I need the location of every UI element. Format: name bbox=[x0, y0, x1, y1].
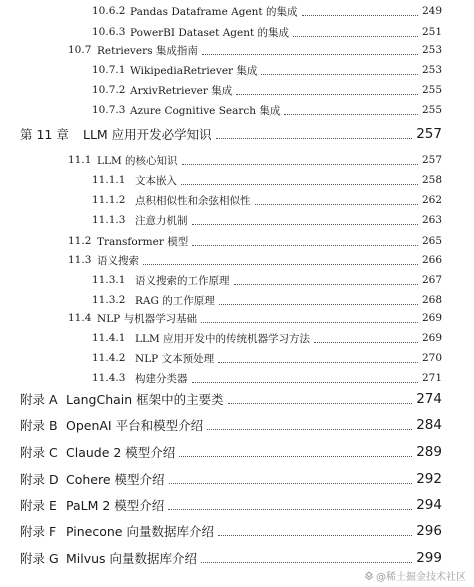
entry-page: 251 bbox=[421, 26, 442, 38]
entry-number: 11.4.3 bbox=[92, 372, 126, 384]
toc-appendix-entry bbox=[0, 495, 474, 515]
entry-title: 构建分类器 bbox=[135, 372, 188, 385]
toc-entry bbox=[0, 150, 474, 170]
toc-appendix-entry bbox=[0, 442, 474, 462]
dot-leader bbox=[261, 72, 418, 75]
dot-leader bbox=[216, 136, 413, 139]
entry-page: 262 bbox=[421, 194, 442, 206]
entry-page: 255 bbox=[421, 84, 442, 96]
entry-title: Claude 2 模型介绍 bbox=[66, 445, 176, 460]
toc-entry bbox=[0, 290, 474, 310]
dot-leader bbox=[181, 182, 418, 185]
dot-leader bbox=[255, 202, 418, 205]
entry-number: 11.3 bbox=[68, 254, 92, 266]
entry-number: 11.1.2 bbox=[92, 194, 126, 206]
toc-entry bbox=[0, 231, 474, 251]
entry-title: PowerBI Dataset Agent 的集成 bbox=[130, 26, 290, 39]
dot-leader bbox=[302, 13, 418, 16]
dot-leader bbox=[169, 481, 413, 484]
entry-page: 292 bbox=[416, 471, 442, 487]
entry-title: Transformer 模型 bbox=[97, 235, 189, 248]
entry-page: 284 bbox=[416, 417, 442, 433]
entry-title: Retrievers 集成指南 bbox=[97, 44, 198, 57]
dot-leader bbox=[314, 340, 418, 343]
entry-number: 11.4.1 bbox=[92, 332, 126, 344]
toc-entry bbox=[0, 1, 474, 21]
entry-title: Cohere 模型介绍 bbox=[66, 472, 165, 487]
dot-leader bbox=[234, 282, 418, 285]
entry-title: 文本嵌入 bbox=[135, 174, 177, 187]
entry-title: WikipediaRetriever 集成 bbox=[130, 64, 258, 77]
entry-page: 249 bbox=[421, 5, 442, 17]
entry-title: LLM 应用开发中的传统机器学习方法 bbox=[135, 332, 311, 345]
entry-title: LangChain 框架中的主要类 bbox=[66, 392, 224, 407]
dot-leader bbox=[201, 320, 418, 323]
toc-entry bbox=[0, 80, 474, 100]
entry-number: 附录 C bbox=[20, 445, 58, 460]
dot-leader bbox=[192, 380, 418, 383]
entry-number: 10.7.1 bbox=[92, 64, 126, 76]
dot-leader bbox=[219, 302, 418, 305]
entry-title: 点积相似性和余弦相似性 bbox=[135, 194, 251, 207]
entry-page: 267 bbox=[421, 274, 442, 286]
entry-page: 299 bbox=[416, 550, 442, 566]
juejin-logo-icon bbox=[364, 571, 374, 581]
dot-leader bbox=[207, 427, 412, 430]
toc-entry bbox=[0, 250, 474, 270]
entry-title: Pandas Dataframe Agent 的集成 bbox=[130, 5, 298, 18]
entry-number: 附录 D bbox=[20, 472, 59, 487]
entry-number: 附录 B bbox=[20, 418, 58, 433]
entry-number: 11.1.1 bbox=[92, 174, 126, 186]
entry-title: OpenAI 平台和模型介绍 bbox=[66, 418, 204, 433]
toc-appendix-entry bbox=[0, 469, 474, 489]
dot-leader bbox=[192, 243, 418, 246]
toc-entry bbox=[0, 328, 474, 348]
entry-page: 271 bbox=[421, 372, 442, 384]
entry-page: 269 bbox=[421, 312, 442, 324]
toc-appendix-entry bbox=[0, 521, 474, 541]
entry-title: NLP 文本预处理 bbox=[135, 352, 215, 365]
dot-leader bbox=[202, 52, 418, 55]
entry-title: RAG 的工作原理 bbox=[135, 294, 215, 307]
dot-leader bbox=[179, 454, 412, 457]
dot-leader bbox=[168, 507, 412, 510]
toc-entry bbox=[0, 40, 474, 60]
entry-number: 附录 G bbox=[20, 551, 59, 566]
entry-title: ArxivRetriever 集成 bbox=[130, 84, 233, 97]
watermark-text: @稀土掘金技术社区 bbox=[376, 572, 466, 583]
dot-leader bbox=[218, 533, 412, 536]
dot-leader bbox=[293, 34, 418, 37]
entry-page: 257 bbox=[416, 126, 442, 142]
entry-number: 10.7 bbox=[68, 44, 92, 56]
entry-number: 附录 F bbox=[20, 524, 57, 539]
entry-page: 274 bbox=[416, 391, 442, 407]
entry-page: 265 bbox=[421, 235, 442, 247]
entry-page: 270 bbox=[421, 352, 442, 364]
entry-number: 10.7.2 bbox=[92, 84, 126, 96]
toc-entry bbox=[0, 308, 474, 328]
entry-page: 294 bbox=[416, 497, 442, 513]
entry-number: 11.3.1 bbox=[92, 274, 126, 286]
entry-title: Azure Cognitive Search 集成 bbox=[130, 104, 281, 117]
entry-page: 269 bbox=[421, 332, 442, 344]
entry-number: 11.4.2 bbox=[92, 352, 126, 364]
toc-entry bbox=[0, 190, 474, 210]
entry-title: LLM 的核心知识 bbox=[97, 154, 178, 167]
entry-title: NLP 与机器学习基础 bbox=[97, 312, 198, 325]
entry-number: 附录 A bbox=[20, 392, 58, 407]
dot-leader bbox=[143, 262, 418, 265]
entry-title: 注意力机制 bbox=[135, 214, 188, 227]
dot-leader bbox=[284, 112, 418, 115]
dot-leader bbox=[236, 92, 418, 95]
entry-title: Milvus 向量数据库介绍 bbox=[66, 551, 198, 566]
entry-page: 289 bbox=[416, 444, 442, 460]
entry-page: 253 bbox=[421, 44, 442, 56]
entry-number: 11.1 bbox=[68, 154, 92, 166]
entry-title: 语义搜索的工作原理 bbox=[135, 274, 230, 287]
entry-title: PaLM 2 模型介绍 bbox=[66, 498, 165, 513]
toc-entry bbox=[0, 170, 474, 190]
dot-leader bbox=[201, 560, 412, 563]
entry-number: 第 11 章 bbox=[20, 127, 69, 142]
toc-entry bbox=[0, 368, 474, 388]
entry-page: 258 bbox=[421, 174, 442, 186]
entry-number: 11.3.2 bbox=[92, 294, 126, 306]
dot-leader bbox=[192, 222, 418, 225]
toc-appendix-entry bbox=[0, 548, 474, 568]
watermark bbox=[364, 568, 466, 583]
dot-leader bbox=[228, 401, 413, 404]
toc-entry bbox=[0, 210, 474, 230]
entry-page: 268 bbox=[421, 294, 442, 306]
entry-number: 10.6.2 bbox=[92, 5, 126, 17]
entry-title: Pinecone 向量数据库介绍 bbox=[66, 524, 214, 539]
entry-page: 296 bbox=[416, 523, 442, 539]
toc-entry bbox=[0, 348, 474, 368]
entry-title: 语义搜索 bbox=[97, 254, 139, 267]
entry-page: 253 bbox=[421, 64, 442, 76]
entry-page: 257 bbox=[421, 154, 442, 166]
toc-chapter-entry bbox=[0, 124, 474, 144]
dot-leader bbox=[182, 162, 418, 165]
toc-entry bbox=[0, 60, 474, 80]
entry-number: 10.6.3 bbox=[92, 26, 126, 38]
entry-title: LLM 应用开发必学知识 bbox=[83, 127, 212, 142]
entry-number: 11.2 bbox=[68, 235, 92, 247]
entry-page: 263 bbox=[421, 214, 442, 226]
toc-entry bbox=[0, 100, 474, 120]
toc-entry bbox=[0, 270, 474, 290]
entry-page: 266 bbox=[421, 254, 442, 266]
toc-appendix-entry bbox=[0, 389, 474, 409]
toc-appendix-entry bbox=[0, 415, 474, 435]
entry-number: 11.4 bbox=[68, 312, 92, 324]
entry-number: 11.1.3 bbox=[92, 214, 126, 226]
toc-entry bbox=[0, 22, 474, 42]
dot-leader bbox=[218, 360, 418, 363]
entry-number: 10.7.3 bbox=[92, 104, 126, 116]
entry-number: 附录 E bbox=[20, 498, 57, 513]
entry-page: 255 bbox=[421, 104, 442, 116]
